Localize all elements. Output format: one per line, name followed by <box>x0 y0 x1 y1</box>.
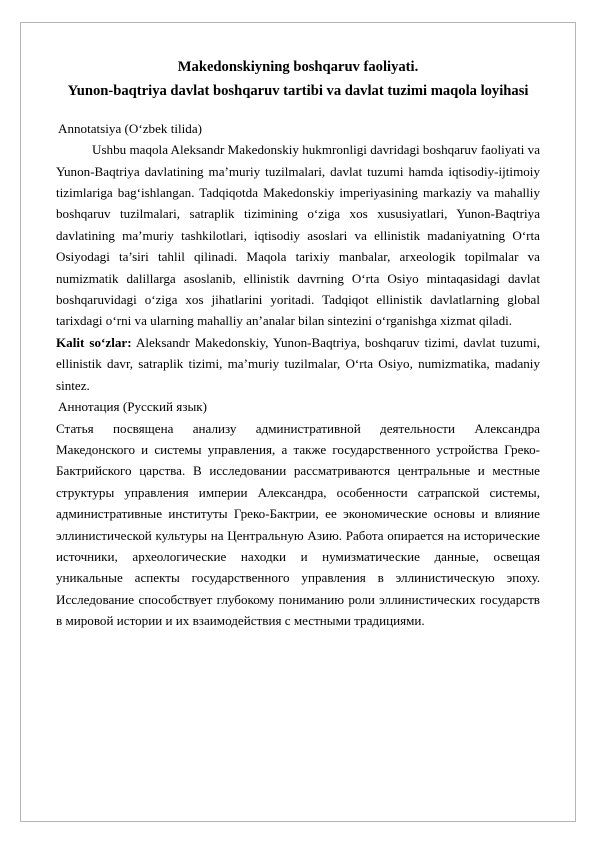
keywords-paragraph <box>56 332 540 396</box>
document-body <box>56 55 540 632</box>
annotation-ru-text: Статья посвящена анализу административной деятельности Александра Македонского и системы управления, а также государственного устройства Греко-Бактрийского царства. В исследовании рассматриваются центральные и местные структуры управления империи Александра, особенности сатрапской системы, административные институты Греко-Бактрии, ее экономические основы и влияние эллинистической культуры на Центральную Азию. Работа опирается на исторические источники, археологические находки и нумизматические данные, освещая уникальные аспекты государственного управления в эллинистическую эпоху. Исследование способствует глубокому пониманию роли эллинистических государств в мировой истории и их взаимодействия с местными традициями. <box>56 420 540 629</box>
annotation-uz-text: Ushbu maqola Aleksandr Makedonskiy hukmronligi davridagi boshqaruv faoliyati va Yunon-Baqtriya davlatining ma’muriy tuzilmalari, davlat tuzumi hamda iqtisodiy-ijtimoiy tizimlariga bag‘ishlangan. Tadqiqotda Makedonskiy imperiyasining markaziy va mahalliy boshqaruv tuzilmalari, satraplik tizimining o‘ziga xos xususiyatlari, Yunon-Baqtriya davlatining ma’muriy tashkilotlari, iqtisodiy asoslari va ellinistik madaniyatning O‘rta Osiyodagi ta’siri tahlil qilinadi. Maqola tarixiy manbalar, arxeologik topilmalar va numizmatik dalillarga asoslanib, ellinistik davrning O‘rta Osiyo mintaqasidagi davlat boshqaruvidagi o‘ziga xos jihatlarini yoritadi. Tadqiqot ellinistik davlatlarning global tarixdagi o‘rni va ularning mahalliy an’analar bilan sintezini o‘rganishga xizmat qiladi. <box>56 142 541 329</box>
keywords-label: Kalit so‘zlar: <box>56 334 132 350</box>
title-spacer <box>56 104 540 118</box>
document-title-line1: Makedonskiyning boshqaruv faoliyati. <box>177 59 419 75</box>
annotation-ru-label: Аннотация (Русский язык) <box>58 399 208 415</box>
document-title-line2: Yunon-baqtriya davlat boshqaruv tartibi va davlat tuzimi maqola loyihasi <box>67 83 529 100</box>
annotation-uz-label: Annotatsiya (O‘zbek tilida) <box>58 120 202 136</box>
keywords-text: Aleksandr Makedonskiy, Yunon-Baqtriya, boshqaruv tizimi, davlat tuzumi, ellinistik davr, satraplik tizimi, ma’muriy tuzilmalar, O‘rta Osiyo, numizmatika, madaniy sintez. <box>56 334 541 393</box>
